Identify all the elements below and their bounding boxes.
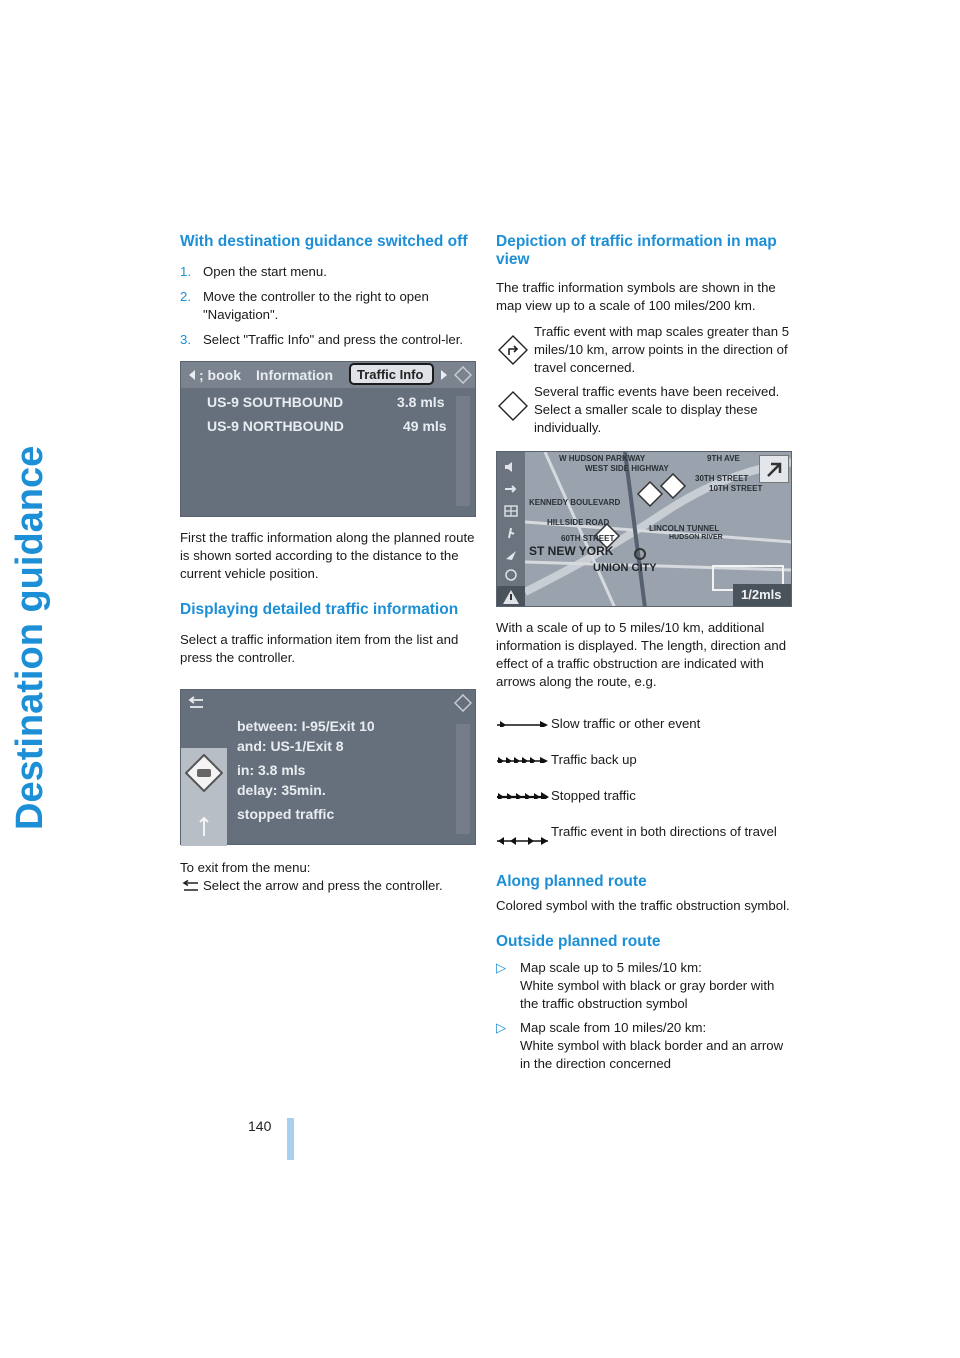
speaker-icon[interactable] xyxy=(503,460,519,474)
section-heading-along-route: Along planned route xyxy=(496,873,647,890)
north-arrow-icon xyxy=(760,456,788,482)
traffic-row-dist: 49 mls xyxy=(403,418,447,434)
map-label: ST NEW YORK xyxy=(529,544,614,558)
map-label: 60TH STREET xyxy=(561,534,615,543)
section-heading-map-view: Depiction of traffic information in map view xyxy=(496,233,777,268)
symbol-row: Traffic event with map scales greater than 5 miles/10 km, arrow points in the direction of travel concerned. xyxy=(496,323,792,377)
up-arrow-icon xyxy=(197,816,211,838)
exit-instruction: Select the arrow and press the controller. xyxy=(180,877,476,895)
route-icon[interactable] xyxy=(503,482,519,496)
both-directions-arrow-icon xyxy=(496,823,551,847)
section-heading-outside-route: Outside planned route xyxy=(496,933,661,950)
slow-traffic-arrow-icon xyxy=(496,715,551,727)
arrow-legend-row: Stopped traffic xyxy=(496,787,792,823)
left-column xyxy=(180,228,476,895)
left-arrow-icon xyxy=(187,369,197,381)
traffic-backup-arrow-icon xyxy=(496,751,551,763)
symbol-row: Several traffic events have been received. Select a smaller scale to display these individually. xyxy=(496,383,792,437)
right-column xyxy=(496,228,792,1079)
step-item: 3. Select "Traffic Info" and press the control-ler. xyxy=(180,332,464,347)
traffic-row-road[interactable]: US-9 SOUTHBOUND xyxy=(207,394,344,410)
map-label: 30TH STREET xyxy=(695,474,749,483)
traffic-row-road[interactable]: US-9 NORTHBOUND xyxy=(207,418,344,434)
detail-line: delay: 35min. xyxy=(237,782,326,798)
step-item: 2. Move the controller to the right to open "Navigation". xyxy=(180,289,429,322)
warning-icon[interactable] xyxy=(502,589,520,605)
traffic-row-dist: 3.8 mls xyxy=(397,394,445,410)
detail-line: stopped traffic xyxy=(237,806,335,822)
map-label: HUDSON RIVER xyxy=(669,534,723,541)
arrow-legend-row: Traffic event in both directions of travel xyxy=(496,823,792,861)
section-heading-detailed-traffic: Displaying detailed traffic information xyxy=(180,601,459,618)
map-scale: 1/2mls xyxy=(741,587,782,602)
walk-icon[interactable] xyxy=(503,526,519,540)
tab-traffic-info[interactable] xyxy=(349,363,434,385)
traffic-info-screen xyxy=(180,361,476,517)
tab-information[interactable]: Information xyxy=(256,367,333,383)
map-label: UNION CITY xyxy=(593,562,657,574)
bullet-item: ▷ Map scale up to 5 miles/10 km: White symbol with black or gray border with the traffic obstruction symbol xyxy=(496,960,775,1011)
map-label: KENNEDY BOULEVARD xyxy=(529,498,621,507)
map-label: WEST SIDE HIGHWAY xyxy=(585,464,669,473)
page-number: 140 xyxy=(248,1118,272,1134)
diamond-icon xyxy=(496,389,530,423)
map-label: HILLSIDE ROAD xyxy=(547,518,610,527)
map-view-screen xyxy=(496,451,792,607)
side-chapter-tab xyxy=(0,170,60,830)
chapter-title: Destination guidance xyxy=(9,445,51,830)
direction-icon[interactable] xyxy=(503,548,519,562)
detail-line: in: 3.8 mls xyxy=(237,762,306,778)
stopped-traffic-arrow-icon xyxy=(496,787,551,799)
traffic-detail-screen xyxy=(180,689,476,845)
grid-icon[interactable] xyxy=(503,504,519,518)
paragraph: First the traffic information along the planned route is shown sorted according to the distance to the current vehicle position. xyxy=(180,530,475,581)
compass-icon[interactable] xyxy=(503,568,519,582)
diamond-arrow-icon xyxy=(496,333,530,367)
right-arrow-icon xyxy=(439,369,449,381)
tab-traffic-info-label: Traffic Info xyxy=(357,367,424,382)
paragraph: The traffic information symbols are shown in the map view up to a scale of 100 miles/200 km. xyxy=(496,280,776,313)
paragraph: With a scale of up to 5 miles/10 km, additional information is displayed. The length, direction and effect of a traffic obstruction are indicated with arrows along the route, e.g. xyxy=(496,620,787,689)
map-scale-box[interactable] xyxy=(733,584,791,606)
controller-icon xyxy=(454,694,472,712)
page-number-bar xyxy=(287,1118,294,1160)
back-arrow-icon[interactable] xyxy=(187,696,205,710)
bullet-item: ▷ Map scale from 10 miles/20 km: White symbol with black border and an arrow in the direction concerned xyxy=(496,1020,784,1071)
map-label: 10TH STREET xyxy=(709,484,763,493)
arrow-legend-row: Traffic back up xyxy=(496,751,792,787)
section-heading-guidance-off: With destination guidance switched off xyxy=(180,233,468,250)
step-item: 1. Open the start menu. xyxy=(180,264,327,279)
detail-line: and: US-1/Exit 8 xyxy=(237,738,344,754)
map-label: LINCOLN TUNNEL xyxy=(649,524,720,533)
detail-line: between: I-95/Exit 10 xyxy=(237,718,375,734)
exit-label: To exit from the menu: xyxy=(180,860,311,875)
map-north-arrow[interactable] xyxy=(759,455,789,483)
paragraph: Colored symbol with the traffic obstruction symbol. xyxy=(496,898,790,913)
traffic-jam-sign-icon xyxy=(185,754,223,792)
steps-list xyxy=(180,263,476,349)
back-arrow-icon xyxy=(180,880,200,892)
arrow-legend-row: Slow traffic or other event xyxy=(496,715,792,751)
tab-prev[interactable]: ; book xyxy=(199,367,241,383)
controller-icon xyxy=(454,366,472,384)
paragraph: Select a traffic information item from the list and press the controller. xyxy=(180,632,459,665)
map-label: W HUDSON PARKWAY xyxy=(559,454,646,463)
map-label: 9TH AVE xyxy=(707,454,740,463)
bullet-list xyxy=(496,959,792,1073)
arrow-legend xyxy=(496,715,792,861)
